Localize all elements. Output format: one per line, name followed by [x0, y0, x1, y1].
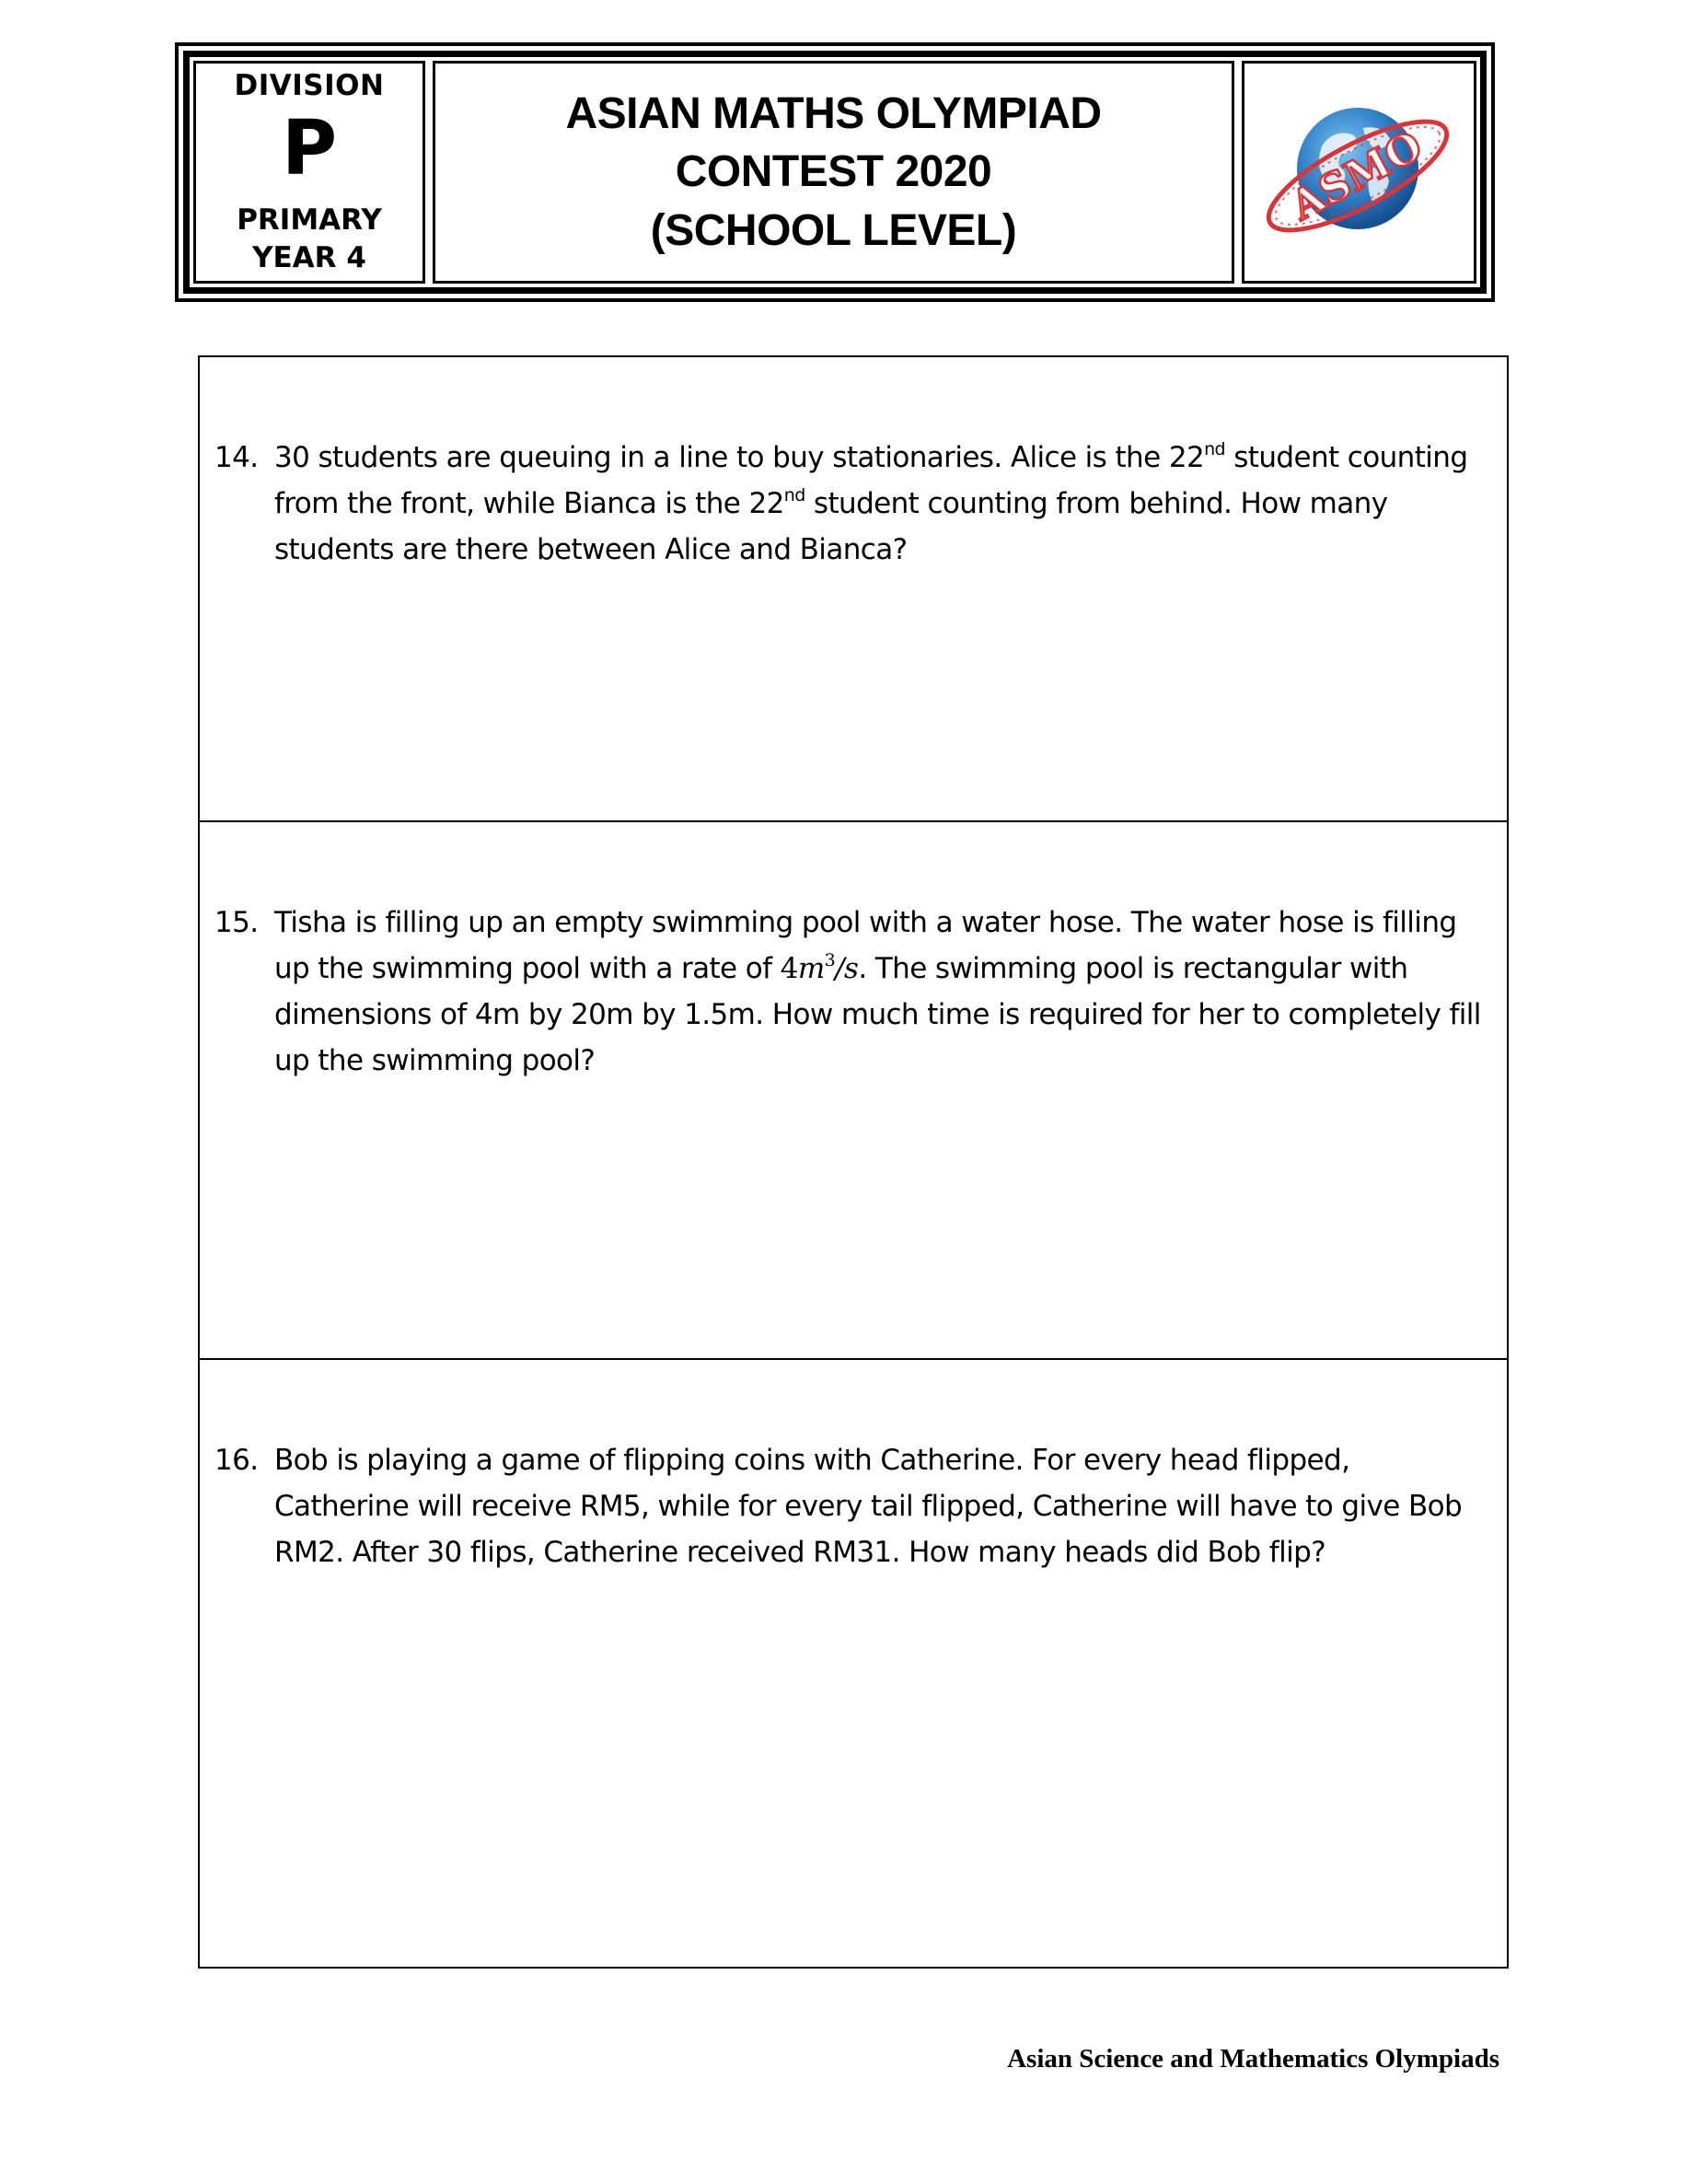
question-15: [214, 900, 1490, 1084]
question-text-part: Tisha is filling up an empty swimming pool with a water hose. The water hose is filling up the swimming pool with a rate of: [274, 906, 1457, 985]
formula-exponent: 3: [824, 949, 836, 970]
title-line-3: (SCHOOL LEVEL): [650, 205, 1017, 255]
division-box: [193, 61, 425, 284]
ordinal-suffix: nd: [783, 484, 805, 505]
ordinal-suffix: nd: [1204, 438, 1225, 459]
question-text: [274, 900, 1490, 1084]
logo-box: [1242, 61, 1476, 284]
question-text: Bob is playing a game of flipping coins with Catherine. For every head flipped, Catherine will receive RM5, while for every tail flipped, Catherine will have to give Bob RM2. After 30 flips, Catherine received RM31. How many heads did Bob flip?: [274, 1444, 1463, 1569]
title-line-1: ASIAN MATHS OLYMPIAD: [565, 88, 1102, 138]
footer-organization: Asian Science and Mathematics Olympiads: [1007, 2044, 1499, 2074]
question-16: [214, 1437, 1490, 1575]
question-text-part: student counting from the front, while Bianca is the 22: [274, 441, 1468, 520]
question-number: 15.: [214, 906, 259, 939]
asmo-logo: [1251, 80, 1468, 264]
division-letter: P: [281, 105, 338, 193]
header-frame: [183, 51, 1487, 294]
question-text-part: student counting from behind. How many students are there between Alice and Bianca?: [274, 487, 1388, 566]
formula-coefficient: 4: [780, 952, 798, 985]
question-number: 16.: [214, 1444, 259, 1477]
question-text: [274, 435, 1490, 573]
question-row-14: [200, 357, 1507, 820]
question-14: [214, 435, 1490, 573]
level-line-2: YEAR 4: [252, 241, 366, 275]
flow-rate-formula: [780, 949, 859, 985]
questions-table: [198, 355, 1509, 1969]
formula-unit: m: [797, 952, 825, 985]
question-row-16: [200, 1358, 1507, 1970]
division-label: DIVISION: [234, 69, 385, 102]
contest-header: [175, 42, 1495, 302]
question-text-part: 30 students are queuing in a line to buy stationaries. Alice is the 22: [274, 441, 1205, 474]
contest-title: [433, 61, 1234, 284]
title-line-2: CONTEST 2020: [675, 147, 992, 197]
level-line-1: PRIMARY: [237, 203, 382, 238]
formula-per-second: /s: [835, 952, 859, 985]
question-text-part: . The swimming pool is rectangular with dimensions of 4m by 20m by 1.5m. How much time is required for her to completely fill up the swimming pool?: [274, 952, 1481, 1077]
level-label: [237, 202, 382, 277]
question-row-15: [200, 820, 1507, 1360]
logo-lettering: ASMO: [1282, 122, 1430, 230]
question-number: 14.: [214, 441, 259, 474]
